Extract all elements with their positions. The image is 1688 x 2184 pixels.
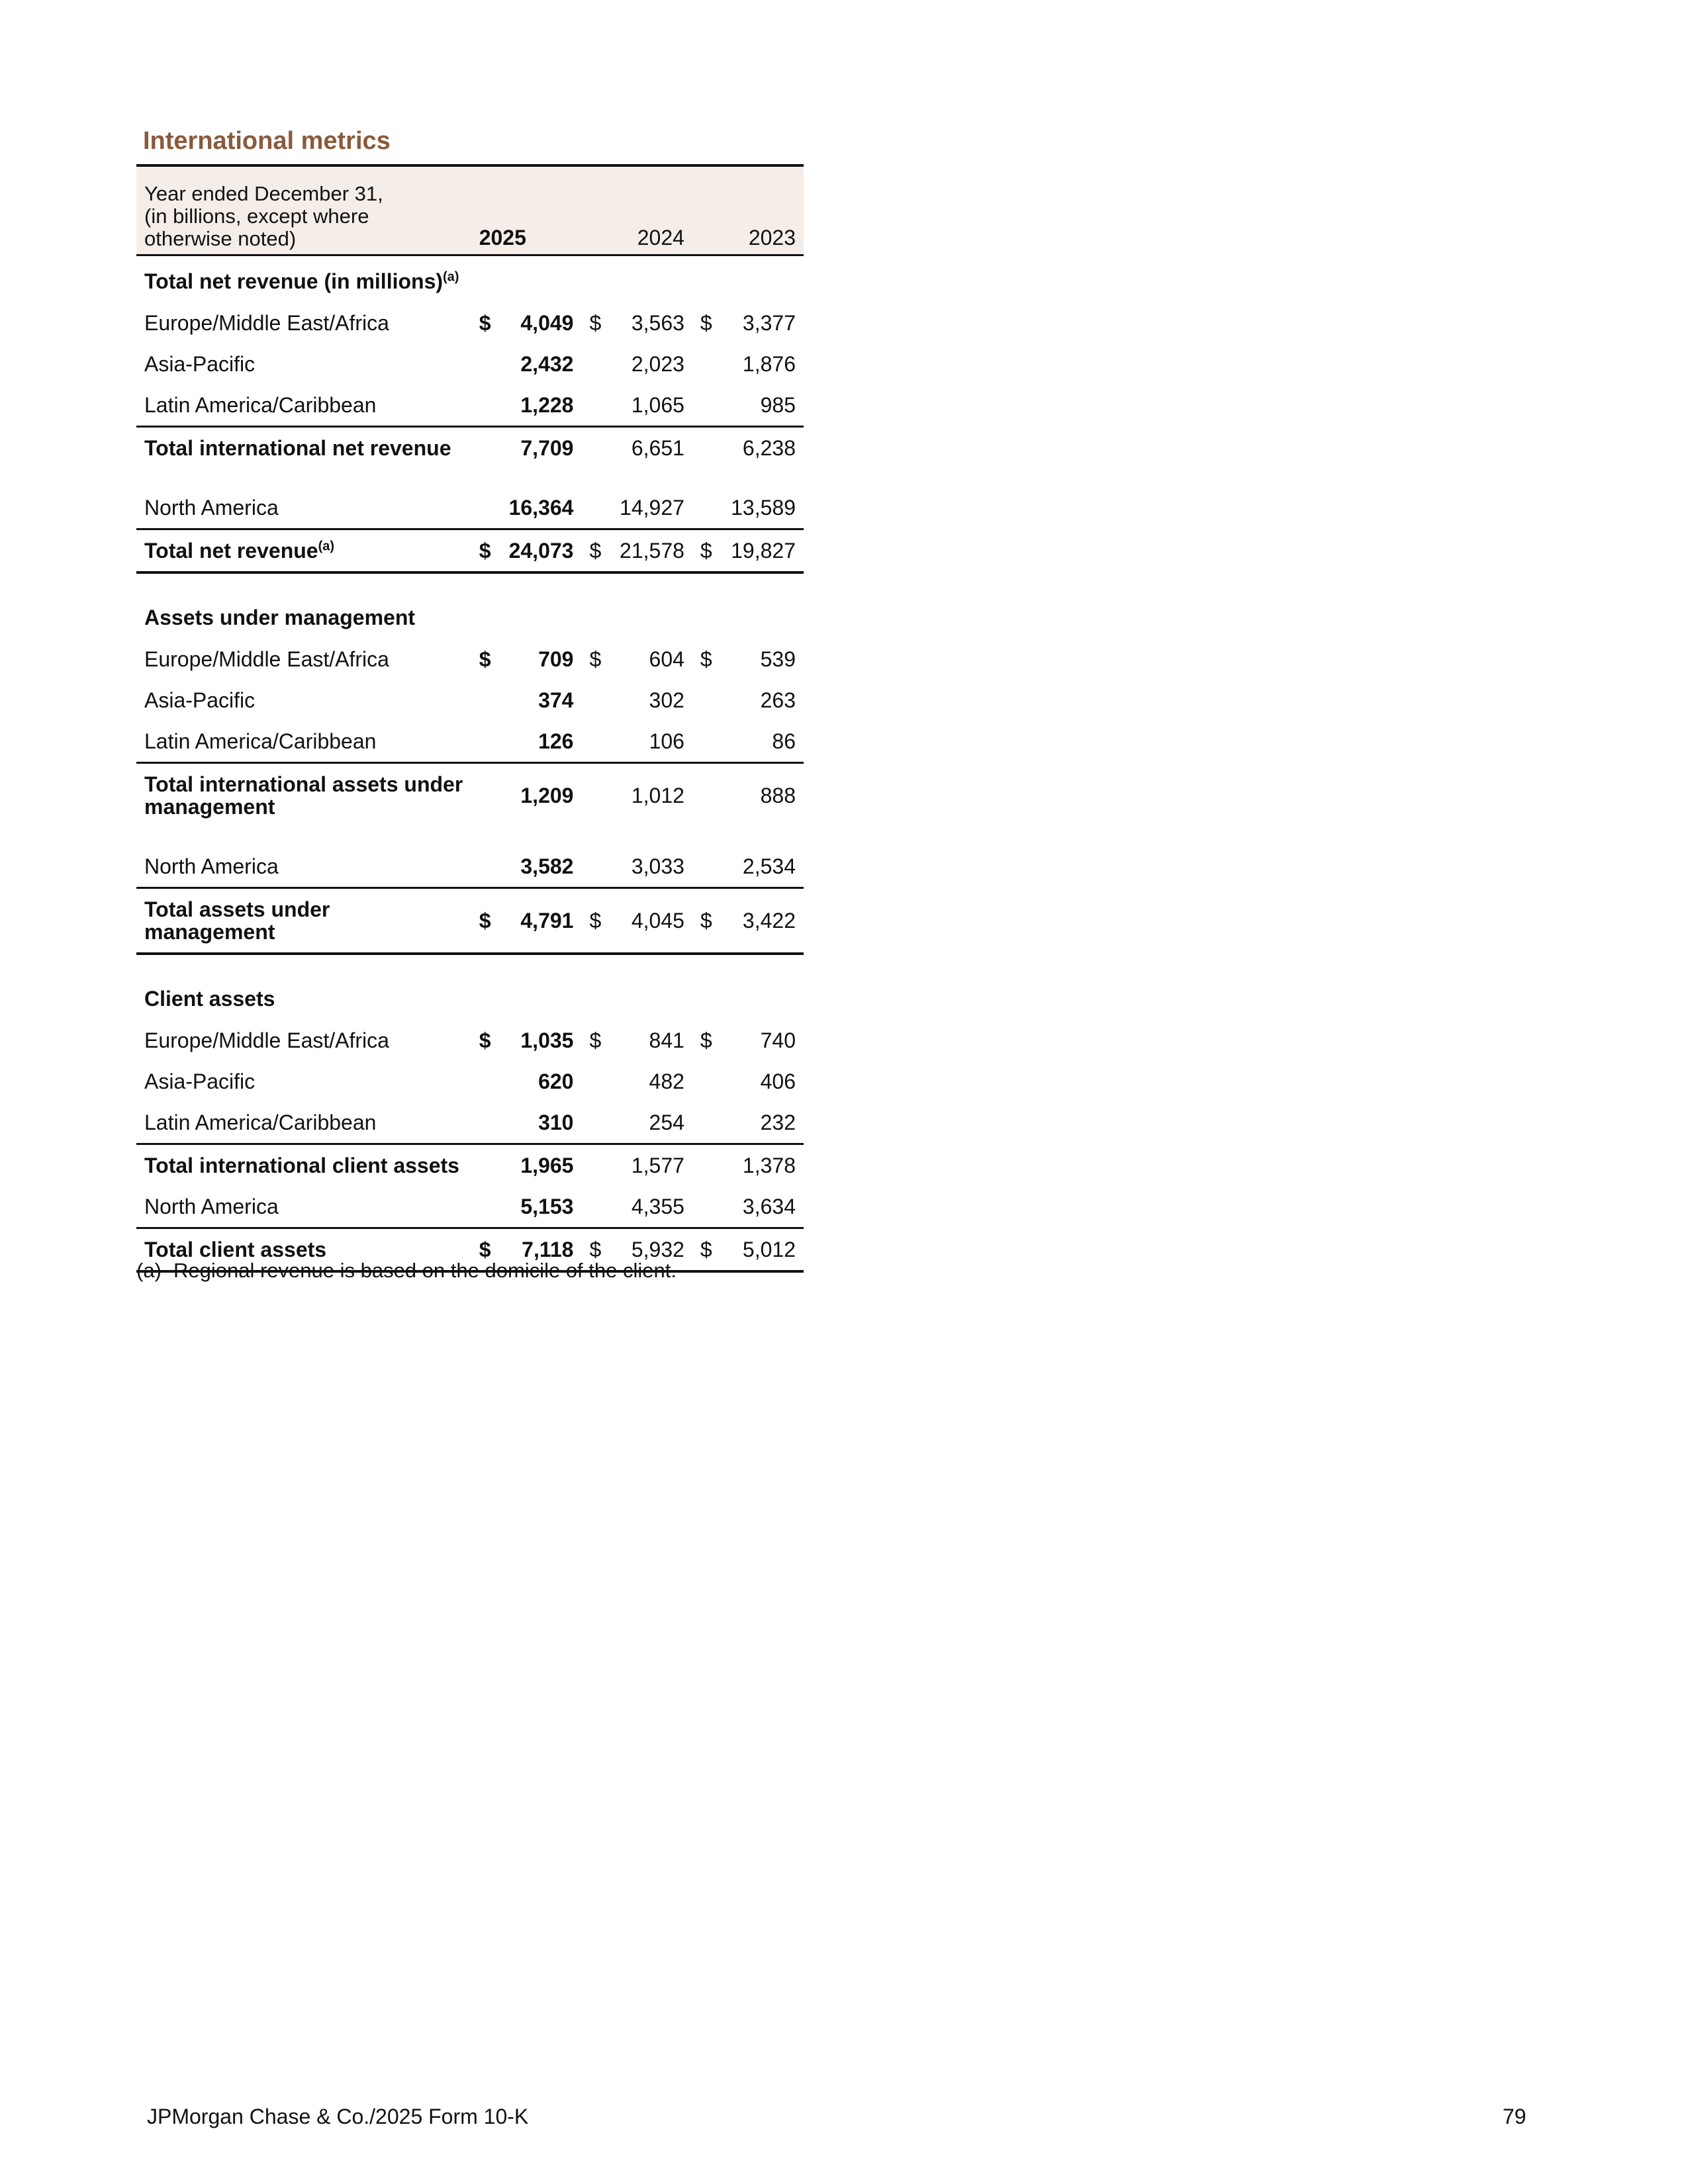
header-label	[136, 165, 471, 255]
value-2024: 3,033	[631, 854, 684, 878]
header-year-2024: 2024	[581, 165, 692, 255]
spacer-cell	[136, 469, 804, 487]
empty-cell	[692, 385, 721, 427]
row-label-line: Total assets under	[144, 897, 330, 921]
page-number: 79	[1503, 2105, 1526, 2128]
currency-symbol: $	[589, 310, 602, 335]
section-heading-row	[136, 255, 804, 303]
currency-symbol: $	[471, 529, 500, 573]
value-2025: 1,209	[499, 763, 581, 828]
table-row	[136, 846, 804, 888]
empty-cell	[581, 1186, 610, 1228]
value-2023: 19,827	[721, 529, 804, 573]
value-2023: 2,534	[742, 854, 796, 878]
international-metrics-table	[136, 164, 804, 1273]
spacer-row	[136, 469, 804, 487]
subtotal-row	[136, 1144, 804, 1187]
section-heading-revenue	[136, 255, 804, 303]
table-row	[136, 1061, 804, 1102]
row-label: Latin America/Caribbean	[144, 729, 377, 753]
empty-cell	[581, 385, 610, 427]
row-label: North America	[144, 1194, 279, 1218]
spacer-cell	[136, 954, 804, 974]
row-label: Europe/Middle East/Africa	[144, 310, 389, 335]
empty-cell	[581, 343, 610, 385]
subtotal-row	[136, 427, 804, 469]
currency-symbol: $	[479, 647, 491, 671]
footnote-mark: (a)	[136, 1259, 162, 1282]
empty-cell	[581, 763, 610, 828]
currency-symbol: $	[692, 1228, 721, 1272]
currency-symbol: $	[700, 1028, 712, 1052]
value-2025: 709	[538, 647, 574, 671]
table-row	[136, 1186, 804, 1228]
table-header-row	[136, 165, 804, 255]
currency-symbol: $	[479, 1028, 491, 1052]
empty-cell	[581, 427, 610, 469]
empty-cell	[471, 1144, 500, 1187]
empty-cell	[692, 1061, 721, 1102]
value-2023: 1,876	[742, 351, 796, 376]
spacer-row	[136, 954, 804, 974]
footnote-ref: (a)	[318, 538, 335, 553]
spacer-row	[136, 827, 804, 846]
empty-cell	[471, 1186, 500, 1228]
empty-cell	[581, 721, 610, 763]
row-label-line: management	[144, 795, 275, 819]
currency-symbol: $	[692, 888, 721, 954]
empty-cell	[471, 680, 500, 721]
value-2024: 841	[649, 1028, 684, 1052]
value-2023: 13,589	[731, 495, 796, 520]
row-label: Asia-Pacific	[144, 1069, 256, 1093]
value-2023: 3,377	[742, 310, 796, 335]
empty-cell	[471, 487, 500, 529]
row-label: Latin America/Caribbean	[144, 1110, 377, 1134]
value-2024: 6,651	[610, 427, 692, 469]
currency-symbol: $	[479, 310, 491, 335]
empty-cell	[581, 846, 610, 888]
row-label	[136, 529, 471, 573]
page-title: International metrics	[143, 127, 391, 155]
empty-cell	[692, 721, 721, 763]
currency-symbol: $	[581, 1228, 610, 1272]
value-2025: 2,432	[520, 351, 574, 376]
empty-cell	[471, 763, 500, 828]
table-row	[136, 343, 804, 385]
row-label: Europe/Middle East/Africa	[144, 1028, 389, 1052]
subtotal-row	[136, 763, 804, 828]
empty-cell	[471, 1061, 500, 1102]
value-2024: 302	[649, 688, 684, 712]
value-2023: 888	[721, 763, 804, 828]
empty-cell	[692, 1144, 721, 1187]
value-2025: 24,073	[499, 529, 581, 573]
value-2023: 406	[760, 1069, 796, 1093]
value-2024: 604	[649, 647, 684, 671]
table-row	[136, 302, 804, 343]
empty-cell	[471, 385, 500, 427]
value-2023: 232	[760, 1110, 796, 1134]
value-2025: 3,582	[520, 854, 574, 878]
value-2023: 5,012	[721, 1228, 804, 1272]
value-2023: 86	[772, 729, 796, 753]
value-2025: 16,364	[508, 495, 574, 520]
currency-symbol: $	[692, 529, 721, 573]
footnote	[136, 1259, 677, 1283]
row-label: Asia-Pacific	[144, 351, 256, 376]
total-row	[136, 529, 804, 573]
section-heading-row	[136, 592, 804, 639]
currency-symbol: $	[581, 888, 610, 954]
value-2025: 4,049	[520, 310, 574, 335]
empty-cell	[692, 763, 721, 828]
section-heading-text: Total net revenue (in millions)	[144, 269, 444, 293]
value-2024: 106	[649, 729, 684, 753]
empty-cell	[692, 487, 721, 529]
table-row	[136, 1102, 804, 1144]
spacer-cell	[136, 572, 804, 592]
row-label: Total international net revenue	[136, 427, 471, 469]
value-2023: 3,634	[742, 1194, 796, 1218]
value-2025: 374	[538, 688, 574, 712]
empty-cell	[692, 427, 721, 469]
row-label: Total international client assets	[136, 1144, 471, 1187]
value-2023: 539	[760, 647, 796, 671]
empty-cell	[692, 343, 721, 385]
value-2025: 620	[538, 1069, 574, 1093]
value-2024: 2,023	[631, 351, 684, 376]
page-footer-source: JPMorgan Chase & Co./2025 Form 10-K	[147, 2105, 529, 2128]
row-label	[136, 888, 471, 954]
row-label: Asia-Pacific	[144, 688, 256, 712]
row-label: Total client assets	[136, 1228, 471, 1272]
table-row	[136, 385, 804, 427]
empty-cell	[692, 1102, 721, 1144]
empty-cell	[471, 1102, 500, 1144]
empty-cell	[581, 1144, 610, 1187]
table-row	[136, 680, 804, 721]
section-heading-client-assets: Client assets	[144, 986, 275, 1011]
empty-cell	[581, 1102, 610, 1144]
value-2025: 7,709	[499, 427, 581, 469]
header-label-line: otherwise noted)	[144, 227, 297, 250]
value-2023: 985	[760, 392, 796, 417]
value-2024: 3,563	[631, 310, 684, 335]
empty-cell	[581, 680, 610, 721]
empty-cell	[692, 846, 721, 888]
currency-symbol: $	[589, 1028, 602, 1052]
row-label: North America	[144, 495, 279, 520]
empty-cell	[692, 680, 721, 721]
value-2025: 7,118	[499, 1228, 581, 1272]
row-label: Latin America/Caribbean	[144, 392, 377, 417]
value-2024: 21,578	[610, 529, 692, 573]
spacer-cell	[136, 827, 804, 846]
row-label-text: Total net revenue	[144, 538, 318, 563]
empty-cell	[471, 427, 500, 469]
footnote-text: Regional revenue is based on the domicile of the client.	[173, 1259, 677, 1282]
value-2024: 1,012	[610, 763, 692, 828]
section-heading-aum: Assets under management	[144, 605, 416, 629]
footnote-ref: (a)	[443, 269, 459, 284]
value-2024: 14,927	[620, 495, 684, 520]
table-row	[136, 1020, 804, 1061]
value-2024: 5,932	[610, 1228, 692, 1272]
value-2024: 1,577	[610, 1144, 692, 1187]
value-2024: 1,065	[631, 392, 684, 417]
row-label: North America	[144, 854, 279, 878]
currency-symbol: $	[700, 310, 712, 335]
currency-symbol: $	[589, 647, 602, 671]
value-2025: 1,228	[520, 392, 574, 417]
value-2025: 1,035	[520, 1028, 574, 1052]
value-2025: 310	[538, 1110, 574, 1134]
value-2025: 4,791	[499, 888, 581, 954]
value-2025: 126	[538, 729, 574, 753]
currency-symbol: $	[471, 1228, 500, 1272]
value-2023: 263	[760, 688, 796, 712]
row-label	[136, 763, 471, 828]
row-label-line: management	[144, 920, 275, 944]
header-label-line: (in billions, except where	[144, 205, 369, 228]
empty-cell	[581, 487, 610, 529]
value-2023: 740	[760, 1028, 796, 1052]
value-2024: 4,045	[610, 888, 692, 954]
header-year-2025: 2025	[471, 165, 582, 255]
table-row	[136, 721, 804, 763]
currency-symbol: $	[471, 888, 500, 954]
empty-cell	[471, 846, 500, 888]
table-row	[136, 639, 804, 680]
value-2025: 1,965	[499, 1144, 581, 1187]
empty-cell	[471, 343, 500, 385]
value-2024: 482	[649, 1069, 684, 1093]
value-2023: 1,378	[721, 1144, 804, 1187]
value-2024: 4,355	[631, 1194, 684, 1218]
total-row	[136, 888, 804, 954]
header-year-2023: 2023	[692, 165, 804, 255]
value-2025: 5,153	[520, 1194, 574, 1218]
empty-cell	[471, 721, 500, 763]
header-label-line: Year ended December 31,	[144, 182, 383, 205]
table-row	[136, 487, 804, 529]
currency-symbol: $	[581, 529, 610, 573]
row-label-line: Total international assets under	[144, 772, 463, 796]
empty-cell	[581, 1061, 610, 1102]
currency-symbol: $	[700, 647, 712, 671]
value-2023: 3,422	[721, 888, 804, 954]
value-2024: 254	[649, 1110, 684, 1134]
row-label: Europe/Middle East/Africa	[144, 647, 389, 671]
value-2023: 6,238	[721, 427, 804, 469]
section-heading-row	[136, 974, 804, 1020]
empty-cell	[692, 1186, 721, 1228]
spacer-row	[136, 572, 804, 592]
